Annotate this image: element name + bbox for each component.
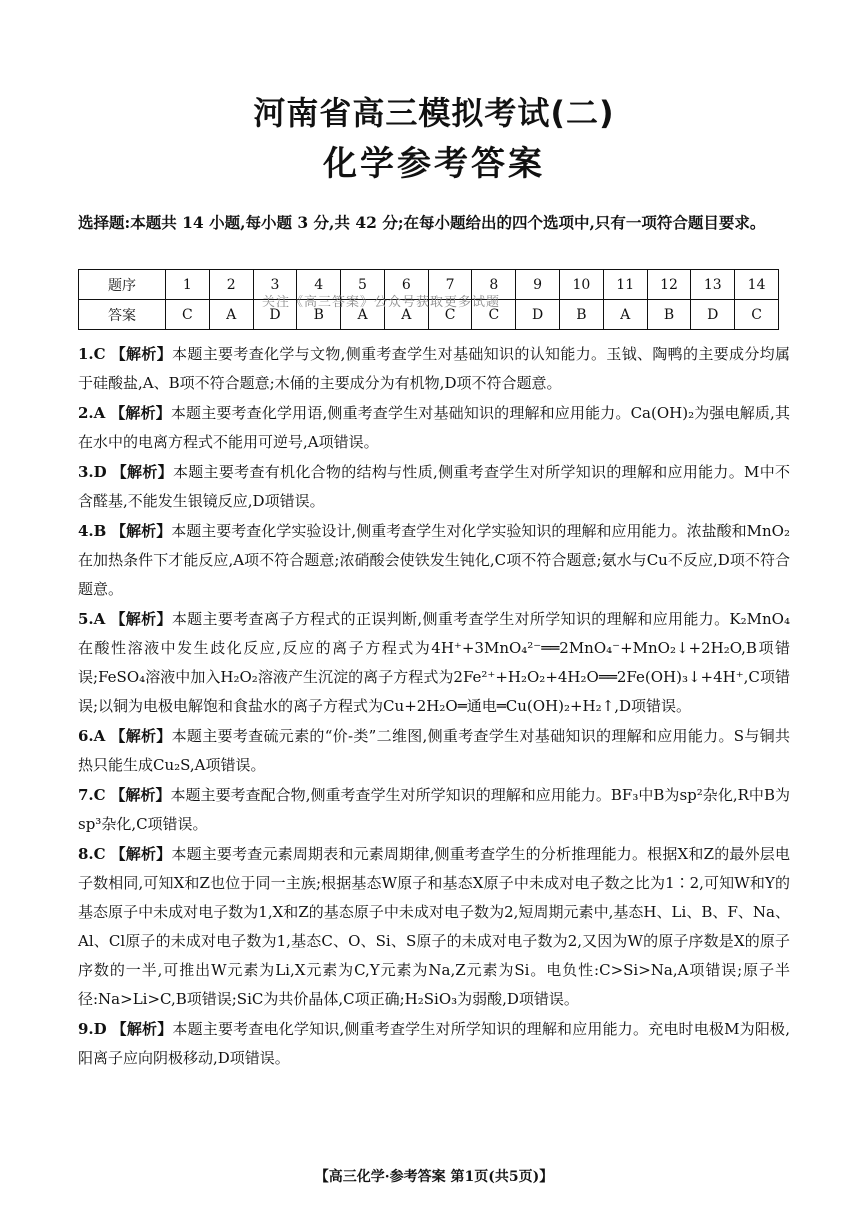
- explanation-answer: 2.A: [78, 404, 106, 422]
- question-number-cell: 3: [253, 270, 297, 300]
- answer-cell: A: [341, 300, 385, 330]
- answer-cell: A: [603, 300, 647, 330]
- answer-cell: B: [647, 300, 691, 330]
- explanation-item: [78, 340, 790, 398]
- document-title: 河南省高三模拟考试(二): [253, 94, 615, 132]
- explanation-answer: 7.C: [78, 786, 106, 804]
- question-number-cell: 7: [428, 270, 472, 300]
- explanation-text: 本题主要考查硫元素的“价-类”二维图,侧重考查学生对基础知识的理解和应用能力。S与铜共热只能生成Cu₂S,A项错误。: [78, 727, 790, 774]
- answer-cell: A: [384, 300, 428, 330]
- answer-table: [78, 269, 779, 330]
- question-number-cell: 4: [297, 270, 341, 300]
- explanation-text: 本题主要考查有机化合物的结构与性质,侧重考查学生对所学知识的理解和应用能力。M中不含醛基,不能发生银镜反应,D项错误。: [78, 463, 790, 510]
- question-number-cell: 8: [472, 270, 516, 300]
- question-number-cell: 10: [560, 270, 604, 300]
- answer-cell: D: [516, 300, 560, 330]
- question-number-cell: 11: [603, 270, 647, 300]
- explanation-tag: 【解析】: [110, 345, 173, 363]
- explanation-tag: 【解析】: [111, 463, 173, 481]
- explanation-item: [78, 605, 790, 721]
- question-number-cell: 9: [516, 270, 560, 300]
- question-number-cell: 2: [209, 270, 253, 300]
- explanation-answer: 6.A: [78, 727, 106, 745]
- answer-cell: D: [253, 300, 297, 330]
- explanation-item: [78, 458, 790, 516]
- page-footer: 【高三化学·参考答案 第1页(共5页)】: [314, 1169, 554, 1185]
- explanation-text: 本题主要考查化学用语,侧重考查学生对基础知识的理解和应用能力。Ca(OH)₂为强电解质,其在水中的电离方程式不能用可逆号,A项错误。: [78, 404, 790, 451]
- explanation-tag: 【解析】: [110, 727, 172, 745]
- explanation-item: [78, 399, 790, 457]
- explanation-answer: 3.D: [78, 463, 107, 481]
- answer-cell: C: [472, 300, 516, 330]
- explanation-tag: 【解析】: [110, 845, 172, 863]
- explanation-answer: 4.B: [78, 522, 107, 540]
- answer-cell: A: [209, 300, 253, 330]
- explanation-tag: 【解析】: [111, 1020, 173, 1038]
- table-header-cell: 答案: [79, 300, 166, 330]
- watermark-text: 关注《高三答案》公众号获取更多试题: [262, 295, 501, 310]
- answer-cell: C: [735, 300, 779, 330]
- explanation-item: [78, 840, 790, 1014]
- answer-cell: D: [691, 300, 735, 330]
- explanation-tag: 【解析】: [110, 404, 171, 422]
- explanation-answer: 8.C: [78, 845, 106, 863]
- explanation-text: 本题主要考查离子方程式的正误判断,侧重考查学生对所学知识的理解和应用能力。K₂MnO₄在酸性溶液中发生歧化反应,反应的离子方程式为4H⁺+3MnO₄²⁻══2MnO₄⁻+MnO₂↓+2H₂O,B项错误;FeSO₄溶液中加入H₂O₂溶液产生沉淀的离子方程式为2Fe²⁺+H₂O₂+4H₂O══2Fe(OH)₃↓+4H⁺,C项错误;以铜为电极电解饱和食盐水的离子方程式为Cu+2H₂O═通电═Cu(OH)₂+H₂↑,D项错误。: [78, 610, 790, 715]
- explanation-text: 本题主要考查化学实验设计,侧重考查学生对化学实验知识的理解和应用能力。浓盐酸和MnO₂在加热条件下才能反应,A项不符合题意;浓硝酸会使铁发生钝化,C项不符合题意;氨水与Cu不反应,D项不符合题意。: [78, 522, 790, 598]
- explanation-text: 本题主要考查化学与文物,侧重考查学生对基础知识的认知能力。玉钺、陶鸭的主要成分均属于硅酸盐,A、B项不符合题意;木俑的主要成分为有机物,D项不符合题意。: [78, 345, 790, 392]
- explanation-item: [78, 1015, 790, 1073]
- explanation-item: [78, 722, 790, 780]
- explanations-list: [78, 340, 790, 1074]
- document-subtitle: 化学参考答案: [323, 144, 545, 184]
- question-number-cell: 12: [647, 270, 691, 300]
- explanation-tag: 【解析】: [110, 610, 172, 628]
- answer-table-answer-row: [79, 300, 779, 330]
- explanation-text: 本题主要考查元素周期表和元素周期律,侧重考查学生的分析推理能力。根据X和Z的最外层电子数相同,可知X和Z也位于同一主族;根据基态W原子和基态X原子中未成对电子数之比为1∶2,可知W和Y的基态原子中未成对电子数为1,X和Z的基态原子中未成对电子数为2,短周期元素中,基态H、Li、B、F、Na、Al、Cl原子的未成对电子数为1,基态C、O、Si、S原子的未成对电子数为2,又因为W的原子序数是X的原子序数的一半,可推出W元素为Li,X元素为C,Y元素为Na,Z元素为Si。电负性:C>Si>Na,A项错误;原子半径:Na>Li>C,B项错误;SiC为共价晶体,C项正确;H₂SiO₃为弱酸,D项错误。: [78, 845, 790, 1008]
- explanation-answer: 9.D: [78, 1020, 107, 1038]
- answer-cell: B: [560, 300, 604, 330]
- explanation-tag: 【解析】: [111, 522, 172, 540]
- explanation-answer: 5.A: [78, 610, 106, 628]
- table-header-cell: 题序: [79, 270, 166, 300]
- answer-cell: B: [297, 300, 341, 330]
- question-number-cell: 13: [691, 270, 735, 300]
- answer-table-number-row: [79, 270, 779, 300]
- question-number-cell: 5: [341, 270, 385, 300]
- explanation-text: 本题主要考查配合物,侧重考查学生对所学知识的理解和应用能力。BF₃中B为sp²杂化,R中B为sp³杂化,C项错误。: [78, 786, 790, 833]
- explanation-tag: 【解析】: [110, 786, 171, 804]
- answer-cell: C: [428, 300, 472, 330]
- explanation-text: 本题主要考查电化学知识,侧重考查学生对所学知识的理解和应用能力。充电时电极M为阳极,阳离子应向阴极移动,D项错误。: [78, 1020, 790, 1067]
- explanation-item: [78, 517, 790, 604]
- explanation-answer: 1.C: [78, 345, 106, 363]
- question-number-cell: 14: [735, 270, 779, 300]
- question-number-cell: 6: [384, 270, 428, 300]
- question-number-cell: 1: [166, 270, 210, 300]
- answer-cell: C: [166, 300, 210, 330]
- section-intro: 选择题:本题共 14 小题,每小题 3 分,共 42 分;在每小题给出的四个选项中,只有一项符合题目要求。: [78, 213, 766, 232]
- explanation-item: [78, 781, 790, 839]
